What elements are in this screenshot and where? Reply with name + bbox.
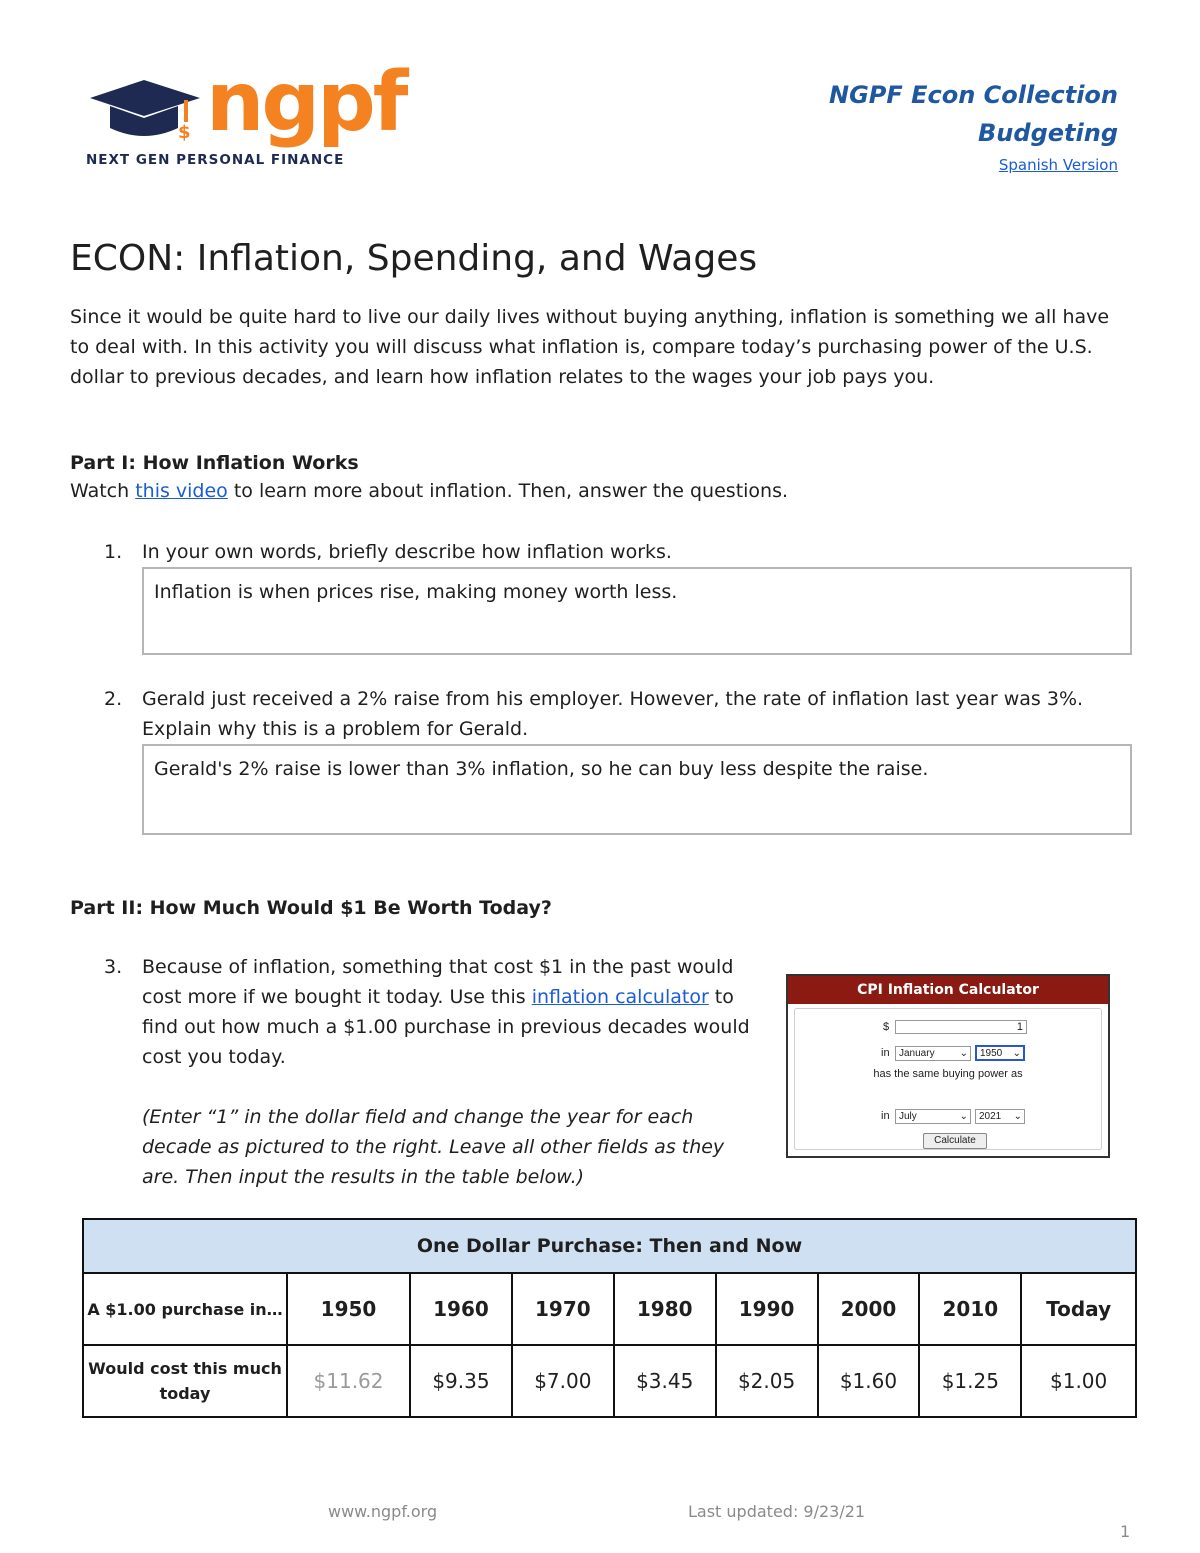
from-year-value: 1950 (980, 1048, 1003, 1059)
table-row (83, 1273, 1136, 1345)
question-number: 1. (104, 541, 123, 563)
answer-box[interactable] (142, 744, 1132, 835)
question-text: Gerald just received a 2% raise from his employer. However, the rate of inflation last year was 3%. Explain why this is a problem for Gerald. (142, 688, 1084, 740)
question-text: In your own words, briefly describe how inflation works. (142, 541, 672, 563)
in-label: in (881, 1110, 890, 1122)
value-cell[interactable]: $3.45 (614, 1345, 716, 1417)
q3-text-after: to find out how much a $1.00 purchase in previous decades would cost you today. (142, 986, 750, 1068)
in-label: in (881, 1047, 890, 1059)
to-year-value: 2021 (979, 1111, 1002, 1122)
chevron-down-icon: ⌄ (959, 1048, 968, 1059)
amount-input: 1 (895, 1020, 1027, 1034)
answer-text: Inflation is when prices rise, making money worth less. (154, 581, 678, 603)
chevron-down-icon: ⌄ (959, 1111, 968, 1122)
logo-subtitle: NEXT GEN PERSONAL FINANCE (86, 152, 345, 168)
q3-instructions: (Enter “1” in the dollar field and change the year for each decade as pictured to the right. Leave all other fields as they are. Then input the results in the table below.) (142, 1106, 725, 1188)
value-cell[interactable]: $1.60 (818, 1345, 920, 1417)
q3-text-before: Because of inflation, something that cost $1 in the past would cost more if we bought it today. Use this (142, 956, 734, 1008)
year-cell: 2000 (818, 1273, 920, 1345)
question-number: 3. (104, 956, 123, 978)
footer-updated: Last updated: 9/23/21 (688, 1502, 866, 1521)
value-cell[interactable]: $1.25 (919, 1345, 1021, 1417)
year-cell: Today (1021, 1273, 1136, 1345)
year-cell: 1970 (512, 1273, 614, 1345)
ngpf-logo (86, 55, 406, 174)
year-cell: 1950 (287, 1273, 410, 1345)
table-row (83, 1345, 1136, 1417)
video-link[interactable]: this video (135, 480, 228, 502)
part1-section (70, 450, 1130, 506)
spanish-version-link[interactable]: Spanish Version (998, 156, 1118, 174)
inflation-calculator-link[interactable]: inflation calculator (531, 986, 709, 1008)
instr-text-after: to learn more about inflation. Then, answer the questions. (227, 480, 789, 502)
part1-instructions (70, 476, 1130, 506)
part2-heading: Part II: How Much Would $1 Be Worth Today? (70, 897, 552, 919)
question-number: 2. (104, 688, 123, 710)
cpi-calculator-screenshot (786, 974, 1110, 1158)
instr-text-before: Watch (70, 480, 136, 502)
to-month-select (895, 1109, 971, 1124)
chevron-down-icon: ⌄ (1012, 1048, 1021, 1059)
value-cell[interactable]: $11.62 (287, 1345, 410, 1417)
collection-name: NGPF Econ Collection (828, 81, 1118, 109)
year-cell: 1990 (716, 1273, 818, 1345)
year-cell: 1980 (614, 1273, 716, 1345)
collection-header (829, 76, 1118, 178)
question-text (142, 952, 762, 1072)
footer-site: www.ngpf.org (328, 1502, 438, 1521)
calculator-middle-text: has the same buying power as (873, 1068, 1023, 1080)
calculate-button: Calculate (923, 1133, 987, 1149)
logo-wordmark: ngpf (206, 55, 406, 150)
dollar-sign: $ (883, 1021, 890, 1033)
from-month-value: January (899, 1048, 935, 1059)
topic-name: Budgeting (978, 119, 1118, 147)
value-cell[interactable]: $9.35 (410, 1345, 512, 1417)
calculator-title: CPI Inflation Calculator (788, 976, 1108, 1004)
to-year-select (975, 1109, 1025, 1124)
value-cell[interactable]: $2.05 (716, 1345, 818, 1417)
from-year-select (975, 1045, 1025, 1061)
value-cell[interactable]: $7.00 (512, 1345, 614, 1417)
answer-box[interactable] (142, 567, 1132, 655)
question-3 (142, 952, 762, 1192)
svg-text:$: $ (178, 122, 191, 143)
page-title: ECON: Inflation, Spending, and Wages (70, 238, 758, 279)
page-number: 1 (1120, 1522, 1131, 1541)
calculator-form (794, 1008, 1102, 1150)
from-month-select (895, 1046, 971, 1061)
value-cell[interactable]: $1.00 (1021, 1345, 1136, 1417)
part1-heading: Part I: How Inflation Works (70, 452, 359, 474)
graduation-cap-icon (86, 76, 204, 146)
chevron-down-icon: ⌄ (1013, 1111, 1022, 1122)
row-header: A $1.00 purchase in… (83, 1273, 287, 1345)
year-cell: 1960 (410, 1273, 512, 1345)
year-cell: 2010 (919, 1273, 1021, 1345)
intro-paragraph: Since it would be quite hard to live our daily lives without buying anything, inflation is something we all have to deal with. In this activity you will discuss what inflation is, compare today’s purchasing power of the U.S. dollar to previous decades, and learn how inflation relates to the wages your job pays you. (70, 306, 1110, 388)
table-caption: One Dollar Purchase: Then and Now (83, 1219, 1136, 1273)
answer-text: Gerald's 2% raise is lower than 3% inflation, so he can buy less despite the raise. (154, 758, 929, 780)
to-month-value: July (899, 1111, 917, 1122)
row-header: Would cost this much today (83, 1345, 287, 1417)
dollar-purchase-table (82, 1218, 1137, 1418)
